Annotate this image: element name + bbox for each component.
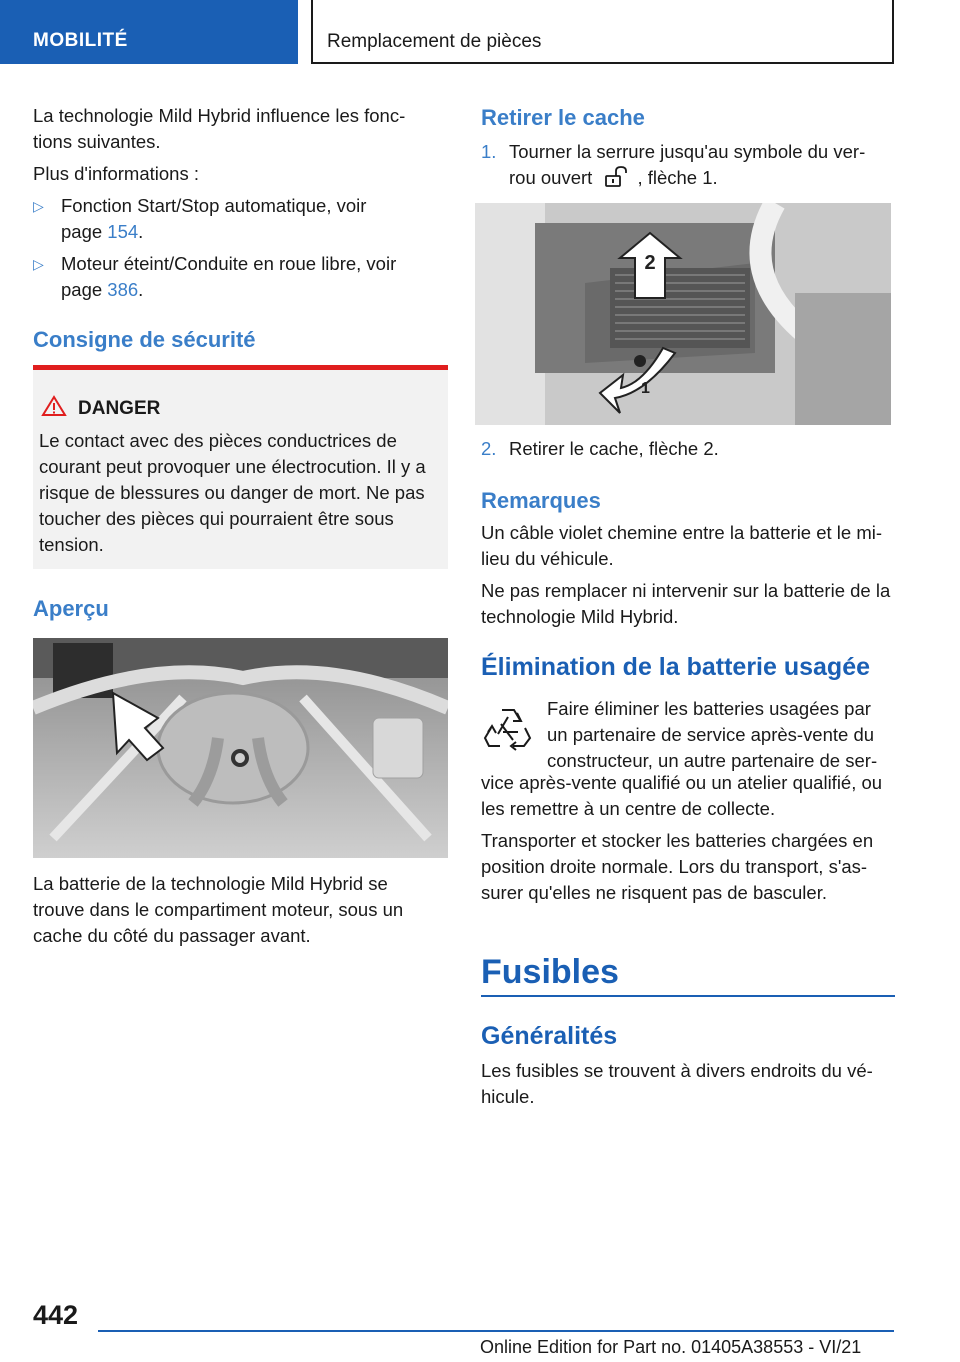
step-number: 1. (481, 141, 497, 162)
bullet-text: Moteur éteint/Conduite en roue libre, voir page (61, 253, 397, 300)
disposal-text-2: Transporter et stocker les batteries chargées en position droite normale. Lors du transport, s'as-surer qu'elles ne risquent pas de basculer. (481, 830, 874, 903)
section-title: MOBILITÉ (33, 30, 128, 51)
warning-triangle-icon (41, 395, 67, 417)
page-number: 442 (33, 1300, 79, 1330)
page-link-386[interactable]: 386 (107, 279, 139, 300)
more-info-text: Plus d'informations : (33, 163, 199, 184)
general-heading: Généralités (481, 1022, 618, 1050)
arrow-label-1: 1 (641, 380, 650, 397)
recycle-icon (483, 702, 533, 752)
step-text: Retirer le cache, flèche 2. (509, 438, 719, 459)
danger-text: Le contact avec des pièces conductrices de courant peut provoquer une électrocution. Il y a risque de blessures ou danger de mort. Ne pas toucher des pièces qui pourraient être sous tension. (39, 430, 426, 555)
remarks-heading: Remarques (481, 488, 601, 513)
step-text: Tourner la serrure jusqu'au symbole du ver-rou ouvert (509, 141, 866, 188)
step-text-suffix: , flèche 1. (637, 167, 718, 188)
chapter-tab (311, 0, 894, 64)
step-item (481, 436, 895, 462)
danger-box (33, 365, 448, 569)
danger-label: DANGER (78, 398, 161, 419)
edition-text: Online Edition for Part no. 01405A38553 - VI/21 (480, 1337, 862, 1357)
remove-cover-heading: Retirer le cache (481, 105, 645, 130)
remark-text: Un câble violet chemine entre la batterie et le mi-lieu du véhicule. (481, 522, 883, 569)
disposal-text-1: Faire éliminer les batteries usagées par un partenaire de service après-vente du constructeur, un autre partenaire de ser- (547, 698, 878, 771)
intro-text: La technologie Mild Hybrid influence les fonc-tions suivantes. (33, 105, 406, 152)
step-number: 2. (481, 438, 497, 459)
step-item (481, 139, 895, 191)
unlocked-padlock-icon (603, 166, 631, 188)
battery-cover-image (475, 203, 891, 425)
remark-text: Ne pas remplacer ni intervenir sur la batterie de la technologie Mild Hybrid. (481, 580, 891, 627)
overview-text: La batterie de la technologie Mild Hybrid se trouve dans le compartiment moteur, sous un cache du côté du passager avant. (33, 873, 404, 946)
section-divider (481, 995, 895, 997)
general-text: Les fusibles se trouvent à divers endroits du vé-hicule. (481, 1060, 873, 1107)
arrow-label-2: 2 (644, 252, 656, 274)
overview-heading: Aperçu (33, 596, 109, 621)
disposal-text-1-cont: vice après-vente qualifié ou un atelier qualifié, ou les remettre à un centre de collecte. (481, 772, 883, 819)
triangle-bullet-icon: ▷ (33, 198, 44, 214)
fuses-heading: Fusibles (481, 953, 619, 991)
bullet-text: Fonction Start/Stop automatique, voir page (61, 195, 367, 242)
section-tab (0, 0, 298, 64)
disposal-heading: Élimination de la batterie usagée (481, 653, 871, 681)
bullet-item: ▷ Moteur éteint/Conduite en roue libre, voir page 386. (33, 253, 397, 300)
bullet-item: ▷ Fonction Start/Stop automatique, voir page 154. (33, 195, 367, 242)
safety-heading: Consigne de sécurité (33, 327, 256, 352)
page-link-154[interactable]: 154 (107, 221, 139, 242)
footer-divider (98, 1330, 894, 1332)
triangle-bullet-icon: ▷ (33, 256, 44, 272)
engine-compartment-image (33, 638, 448, 858)
chapter-title: Remplacement de pièces (327, 31, 542, 52)
